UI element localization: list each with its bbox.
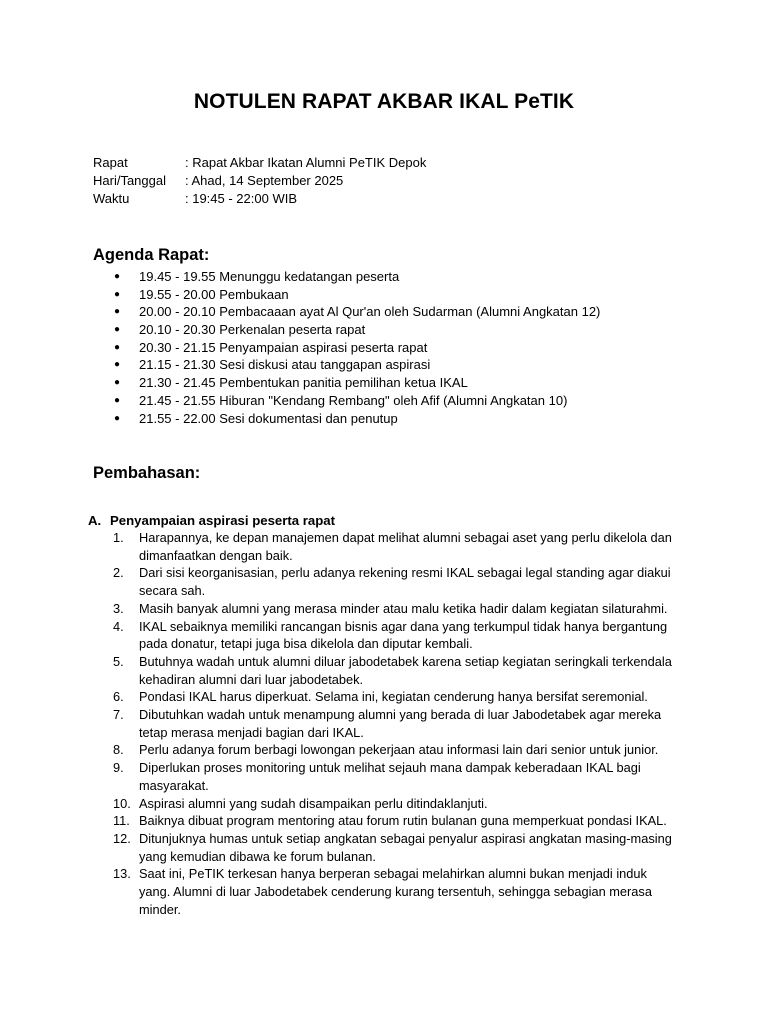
item-text: Masih banyak alumni yang merasa minder atau malu ketika hadir dalam kegiatan silaturahmi.	[139, 600, 668, 616]
meeting-meta	[93, 154, 426, 208]
bullet-icon: ●	[114, 288, 121, 300]
item-text: Butuhnya wadah untuk alumni diluar jabodetabek karena setiap kegiatan seringkali terkendala kehadiran alumni dari luar jabodetabek.	[139, 653, 672, 687]
agenda-item	[0, 286, 768, 304]
bullet-icon: ●	[114, 394, 121, 406]
list-item	[0, 812, 679, 830]
list-item	[0, 865, 679, 918]
meta-row-date	[93, 172, 426, 190]
aspiration-list	[0, 529, 768, 918]
document-title: NOTULEN RAPAT AKBAR IKAL PeTIK	[193, 90, 575, 113]
item-number: 13.	[113, 866, 131, 882]
agenda-item	[0, 339, 768, 357]
agenda-item-text: 20.00 - 20.10 Pembacaaan ayat Al Qur'an oleh Sudarman (Alumni Angkatan 12)	[139, 304, 601, 320]
meta-label: Hari/Tanggal	[93, 173, 166, 188]
agenda-heading: Agenda Rapat:	[93, 246, 210, 264]
agenda-item	[0, 303, 768, 321]
list-item	[0, 600, 679, 618]
item-number: 1.	[113, 530, 124, 545]
list-item	[0, 564, 679, 599]
item-text: IKAL sebaiknya memiliki rancangan bisnis agar dana yang terkumpul tidak hanya bergantung pada donatur, tetapi juga bisa dikelola dan diputar kembali.	[139, 618, 668, 652]
agenda-item-text: 19.55 - 20.00 Pembukaan	[139, 286, 289, 302]
item-text: Baiknya dibuat program mentoring atau forum rutin bulanan guna memperkuat pondasi IKAL.	[139, 813, 667, 829]
item-text: Saat ini, PeTIK terkesan hanya berperan sebagai melahirkan alumni bukan menjadi induk yang. Alumni di luar Jabodetabek cenderung kurang tersentuh, sehingga sebagian merasa minder.	[139, 866, 652, 917]
item-number: 7.	[113, 707, 124, 723]
item-text: Aspirasi alumni yang sudah disampaikan perlu ditindaklanjuti.	[139, 795, 488, 811]
bullet-icon: ●	[114, 271, 121, 282]
meta-row-time	[93, 190, 426, 208]
item-number: 11.	[113, 813, 130, 829]
list-item	[0, 795, 679, 813]
item-number: 5.	[113, 653, 124, 669]
item-text: Ditunjuknya humas untuk setiap angkatan sebagai penyalur aspirasi angkatan masing-masing yang kemudian dibawa ke forum bulanan.	[139, 830, 672, 864]
list-item	[0, 759, 679, 794]
bullet-icon: ●	[114, 306, 121, 318]
list-item	[0, 653, 679, 688]
section-a-heading	[88, 512, 335, 530]
agenda-item-text: 19.45 - 19.55 Menunggu kedatangan peserta	[139, 269, 400, 284]
bullet-icon: ●	[114, 412, 121, 424]
agenda-item-text: 21.45 - 21.55 Hiburan "Kendang Rembang" oleh Afif (Alumni Angkatan 10)	[139, 392, 568, 408]
meta-label: Waktu	[93, 191, 130, 206]
item-text: Harapannya, ke depan manajemen dapat melihat alumni sebagai aset yang perlu dikelola dan dimanfaatkan dengan baik.	[139, 530, 672, 563]
bullet-icon: ●	[114, 359, 121, 371]
agenda-item	[0, 356, 768, 374]
bullet-icon: ●	[114, 377, 121, 389]
discussion-heading: Pembahasan:	[93, 464, 201, 482]
bullet-icon: ●	[114, 341, 121, 353]
item-number: 10.	[113, 795, 131, 811]
bullet-icon: ●	[114, 324, 121, 336]
item-number: 2.	[113, 565, 124, 581]
item-text: Pondasi IKAL harus diperkuat. Selama ini, kegiatan cenderung hanya bersifat seremonial.	[139, 689, 648, 705]
agenda-list	[0, 268, 768, 427]
item-number: 12.	[113, 830, 131, 846]
agenda-item	[0, 321, 768, 339]
meta-value: : Ahad, 14 September 2025	[185, 173, 344, 188]
agenda-item-text: 20.10 - 20.30 Perkenalan peserta rapat	[139, 322, 366, 338]
section-label: A.	[88, 513, 102, 528]
agenda-item	[0, 268, 768, 286]
agenda-item	[0, 410, 768, 428]
agenda-item-text: 21.15 - 21.30 Sesi diskusi atau tanggapan aspirasi	[139, 357, 431, 373]
list-item	[0, 830, 679, 865]
list-item	[0, 618, 679, 653]
section-title: Penyampaian aspirasi peserta rapat	[110, 513, 336, 528]
meta-label: Rapat	[93, 155, 128, 170]
item-number: 3.	[113, 600, 124, 616]
item-text: Diperlukan proses monitoring untuk melihat sejauh mana dampak keberadaan IKAL bagi masyarakat.	[139, 760, 641, 793]
meta-value: : Rapat Akbar Ikatan Alumni PeTIK Depok	[185, 155, 427, 170]
item-number: 9.	[113, 760, 124, 776]
item-text: Dibutuhkan wadah untuk menampung alumni yang berada di luar Jabodetabek agar mereka tetap merasa menjadi bagian dari IKAL.	[139, 707, 662, 740]
item-text: Dari sisi keorganisasian, perlu adanya rekening resmi IKAL sebagai legal standing agar diakui secara sah.	[139, 565, 671, 599]
list-item	[0, 688, 679, 706]
item-number: 4.	[113, 618, 124, 634]
agenda-item-text: 21.55 - 22.00 Sesi dokumentasi dan penutup	[139, 410, 398, 426]
agenda-item-text: 20.30 - 21.15 Penyampaian aspirasi peserta rapat	[139, 339, 428, 355]
agenda-item-text: 21.30 - 21.45 Pembentukan panitia pemilihan ketua IKAL	[139, 375, 468, 391]
item-text: Perlu adanya forum berbagi lowongan pekerjaan atau informasi lain dari senior untuk junior.	[139, 742, 659, 758]
list-item	[0, 706, 679, 741]
list-item	[0, 741, 679, 759]
list-item	[0, 529, 679, 564]
meta-row-rapat	[93, 154, 426, 172]
agenda-item	[0, 374, 768, 392]
item-number: 8.	[113, 742, 124, 758]
agenda-item	[0, 392, 768, 410]
item-number: 6.	[113, 689, 124, 705]
meta-value: : 19:45 - 22:00 WIB	[185, 191, 298, 206]
